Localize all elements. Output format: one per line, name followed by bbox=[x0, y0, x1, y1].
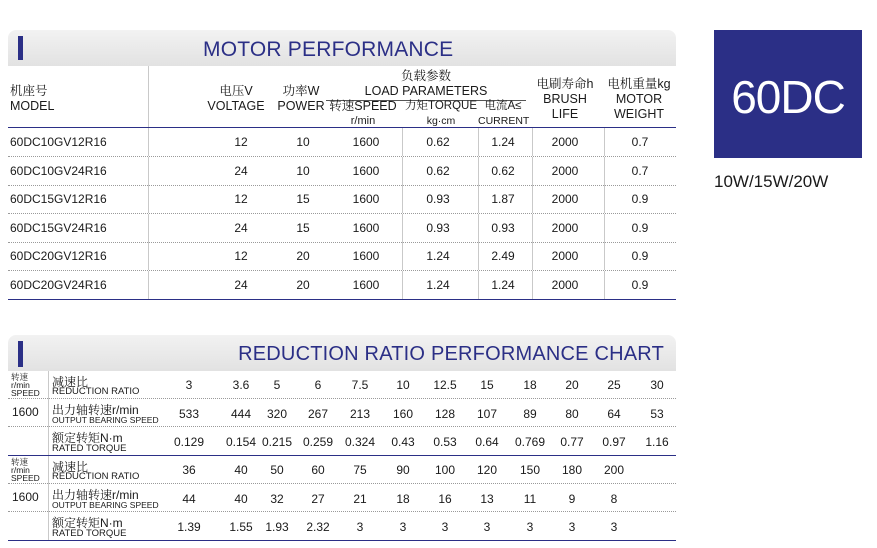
motor-performance-title: MOTOR PERFORMANCE bbox=[203, 38, 454, 61]
column-divider bbox=[148, 214, 149, 242]
label-divider bbox=[48, 371, 49, 455]
weight-header-zh: 电机重量kg bbox=[607, 77, 671, 91]
column-divider bbox=[148, 242, 149, 270]
motor-table-row bbox=[8, 157, 676, 186]
output-speed-value: 27 bbox=[311, 492, 325, 506]
load-parameters-header bbox=[326, 69, 526, 101]
ratio-value: 6 bbox=[314, 378, 322, 392]
column-divider bbox=[148, 271, 149, 299]
cell-torque: 0.62 bbox=[426, 135, 450, 149]
ratio-label-zh: 减速比 bbox=[52, 375, 89, 389]
ratio-value: 18 bbox=[523, 378, 537, 392]
column-divider bbox=[402, 185, 403, 213]
column-divider bbox=[148, 185, 149, 213]
cell-speed: 1600 bbox=[352, 277, 380, 292]
output-speed-value: 13 bbox=[480, 492, 494, 506]
output-speed-value: 267 bbox=[307, 407, 329, 421]
speed-header-zh: 转速SPEED bbox=[329, 99, 397, 113]
cell-model: 60DC20GV12R16 bbox=[10, 249, 107, 263]
motor-performance-table bbox=[8, 66, 676, 298]
column-divider bbox=[604, 128, 605, 156]
ratio-value: 200 bbox=[603, 463, 625, 477]
torque-value: 0.324 bbox=[344, 435, 376, 449]
ratio-value: 7.5 bbox=[351, 378, 369, 392]
cell-torque: 0.93 bbox=[426, 220, 450, 235]
speed-header-unit: r/min bbox=[350, 115, 376, 127]
output-speed-value: 16 bbox=[438, 492, 452, 506]
brush-header-en1: BRUSH bbox=[543, 92, 587, 106]
output-speed-label-en: OUTPUT BEARING SPEED bbox=[52, 415, 159, 425]
section-accent-bar bbox=[18, 36, 23, 60]
ratio-value: 10 bbox=[396, 378, 410, 392]
output-speed-label-zh: 出力轴转速r/min bbox=[52, 403, 139, 417]
torque-value: 0.769 bbox=[514, 435, 546, 449]
row-divider bbox=[8, 483, 676, 484]
column-divider bbox=[532, 214, 533, 242]
torque-label-zh: 额定转矩N·m bbox=[52, 516, 123, 530]
ratio-value: 60 bbox=[311, 463, 325, 477]
voltage-header-zh: 电压V bbox=[219, 84, 253, 98]
torque-value: 3 bbox=[441, 520, 449, 534]
load-header-en: LOAD PARAMETERS bbox=[326, 84, 526, 101]
output-speed-value: 8 bbox=[610, 492, 618, 506]
cell-power: 20 bbox=[296, 277, 310, 292]
model-header-en: MODEL bbox=[10, 99, 55, 113]
column-divider bbox=[604, 271, 605, 299]
column-divider bbox=[402, 157, 403, 185]
column-divider bbox=[532, 185, 533, 213]
cell-power: 10 bbox=[296, 135, 310, 149]
cell-brush: 2000 bbox=[551, 220, 579, 235]
cell-torque: 1.24 bbox=[426, 277, 450, 292]
cell-brush: 2000 bbox=[551, 192, 579, 206]
power-header-en: POWER bbox=[277, 99, 325, 113]
output-speed-value: 444 bbox=[230, 407, 252, 421]
ratio-label-en: REDUCTION RATIO bbox=[52, 471, 140, 482]
column-divider bbox=[604, 214, 605, 242]
reduction-ratio-title: REDUCTION RATIO PERFORMANCE CHART bbox=[238, 343, 664, 365]
ratio-value: 15 bbox=[480, 378, 494, 392]
torque-value: 0.154 bbox=[225, 435, 257, 449]
torque-value: 0.215 bbox=[261, 435, 293, 449]
torque-header-unit: kg·cm bbox=[426, 115, 456, 127]
cell-current: 1.87 bbox=[491, 192, 515, 206]
column-divider bbox=[148, 157, 149, 185]
model-badge-label: 60DC bbox=[731, 71, 845, 123]
cell-voltage: 24 bbox=[234, 277, 248, 292]
torque-value: 2.32 bbox=[306, 520, 330, 534]
motor-table-row bbox=[8, 185, 676, 214]
ratio-value: 150 bbox=[519, 463, 541, 477]
power-header-zh: 功率W bbox=[282, 84, 320, 98]
block-divider bbox=[8, 540, 676, 541]
cell-current: 0.62 bbox=[491, 163, 515, 178]
cell-weight: 0.7 bbox=[631, 135, 649, 149]
cell-power: 15 bbox=[296, 192, 310, 206]
section-accent-bar bbox=[18, 341, 23, 367]
current-header bbox=[478, 99, 528, 129]
motor-table-row bbox=[8, 271, 676, 300]
output-speed-value: 40 bbox=[234, 492, 248, 506]
column-divider bbox=[604, 157, 605, 185]
column-divider bbox=[148, 128, 149, 156]
torque-value: 3 bbox=[568, 520, 576, 534]
current-header-en: CURRENT bbox=[478, 115, 530, 127]
output-speed-value: 53 bbox=[650, 407, 664, 421]
speed-label-unit: r/min bbox=[11, 465, 30, 475]
output-speed-value: 11 bbox=[523, 492, 537, 506]
ratio-value: 100 bbox=[434, 463, 456, 477]
cell-power: 10 bbox=[296, 163, 310, 178]
load-header-zh: 负载参数 bbox=[400, 69, 451, 83]
output-speed-label-zh: 出力轴转速r/min bbox=[52, 488, 139, 502]
ratio-value: 3.6 bbox=[232, 378, 250, 392]
column-divider bbox=[604, 242, 605, 270]
ratio-value: 12.5 bbox=[433, 378, 457, 392]
torque-value: 0.97 bbox=[602, 435, 626, 449]
cell-current: 0.93 bbox=[491, 220, 515, 235]
motor-weight-header bbox=[604, 77, 674, 122]
cell-power: 15 bbox=[296, 220, 310, 235]
reduction-ratio-header bbox=[8, 335, 676, 371]
cell-current: 1.24 bbox=[491, 277, 515, 292]
torque-value: 3 bbox=[526, 520, 534, 534]
cell-voltage: 12 bbox=[234, 249, 248, 263]
output-speed-value: 89 bbox=[523, 407, 537, 421]
torque-value: 0.259 bbox=[302, 435, 334, 449]
cell-speed: 1600 bbox=[352, 135, 380, 149]
column-divider bbox=[532, 157, 533, 185]
cell-brush: 2000 bbox=[551, 249, 579, 263]
torque-value: 0.129 bbox=[173, 435, 205, 449]
column-divider bbox=[402, 271, 403, 299]
torque-value: 1.93 bbox=[265, 520, 289, 534]
ratio-value: 30 bbox=[650, 378, 664, 392]
cell-power: 20 bbox=[296, 249, 310, 263]
cell-torque: 0.93 bbox=[426, 192, 450, 206]
speed-label-en: SPEED bbox=[11, 388, 40, 398]
reduction-ratio-table bbox=[8, 371, 676, 543]
cell-model: 60DC10GV12R16 bbox=[10, 135, 107, 149]
power-range-label: 10W/15W/20W bbox=[714, 172, 829, 191]
cell-brush: 2000 bbox=[551, 277, 579, 292]
brush-header-zh: 电刷寿命h bbox=[536, 77, 594, 91]
cell-model: 60DC15GV24R16 bbox=[10, 220, 107, 235]
cell-weight: 0.9 bbox=[631, 192, 649, 206]
cell-model: 60DC20GV24R16 bbox=[10, 277, 107, 292]
output-speed-value: 44 bbox=[182, 492, 196, 506]
ratio-value: 25 bbox=[607, 378, 621, 392]
brush-life-header bbox=[532, 77, 598, 122]
cell-voltage: 24 bbox=[234, 220, 248, 235]
output-speed-value: 21 bbox=[353, 492, 367, 506]
cell-speed: 1600 bbox=[352, 163, 380, 178]
brush-header-en2: LIFE bbox=[551, 107, 579, 121]
column-divider bbox=[532, 128, 533, 156]
cell-model: 60DC15GV12R16 bbox=[10, 192, 107, 206]
ratio-value: 75 bbox=[353, 463, 367, 477]
column-divider bbox=[402, 214, 403, 242]
torque-label-en: RATED TORQUE bbox=[52, 528, 127, 539]
torque-value: 0.64 bbox=[475, 435, 499, 449]
ratio-label-en: REDUCTION RATIO bbox=[52, 386, 140, 397]
torque-label-en: RATED TORQUE bbox=[52, 443, 127, 454]
cell-speed: 1600 bbox=[352, 249, 380, 263]
cell-speed: 1600 bbox=[352, 220, 380, 235]
cell-voltage: 12 bbox=[234, 192, 248, 206]
ratio-value: 120 bbox=[476, 463, 498, 477]
column-divider bbox=[604, 185, 605, 213]
cell-brush: 2000 bbox=[551, 135, 579, 149]
cell-weight: 0.9 bbox=[631, 220, 649, 235]
speed-label-en: SPEED bbox=[11, 473, 40, 483]
motor-table-row bbox=[8, 128, 676, 157]
cell-current: 2.49 bbox=[491, 249, 515, 263]
cell-current: 1.24 bbox=[491, 135, 515, 149]
voltage-header-en: VOLTAGE bbox=[207, 99, 265, 113]
cell-weight: 0.7 bbox=[631, 163, 649, 178]
ratio-value: 180 bbox=[561, 463, 583, 477]
ratio-label-zh: 减速比 bbox=[52, 460, 89, 474]
cell-voltage: 12 bbox=[234, 135, 248, 149]
output-speed-value: 80 bbox=[565, 407, 579, 421]
torque-value: 1.55 bbox=[229, 520, 253, 534]
torque-value: 3 bbox=[356, 520, 364, 534]
torque-value: 0.77 bbox=[560, 435, 584, 449]
column-divider bbox=[402, 242, 403, 270]
torque-label-zh: 额定转矩N·m bbox=[52, 431, 123, 445]
row-divider bbox=[8, 398, 676, 399]
weight-header-en2: WEIGHT bbox=[614, 107, 664, 121]
voltage-header bbox=[204, 84, 268, 114]
output-speed-value: 18 bbox=[396, 492, 410, 506]
speed-header bbox=[326, 99, 400, 129]
motor-table-row bbox=[8, 242, 676, 271]
model-badge bbox=[714, 30, 862, 158]
current-header-zh: 电流A≤ bbox=[484, 100, 522, 112]
cell-weight: 0.9 bbox=[631, 249, 649, 263]
output-speed-value: 32 bbox=[270, 492, 284, 506]
speed-label-unit: r/min bbox=[11, 380, 30, 390]
torque-value: 3 bbox=[399, 520, 407, 534]
column-divider bbox=[402, 128, 403, 156]
speed-label-zh: 转速 bbox=[11, 457, 29, 467]
ratio-value: 20 bbox=[565, 378, 579, 392]
ratio-value: 40 bbox=[234, 463, 248, 477]
output-speed-value: 128 bbox=[434, 407, 456, 421]
cell-model: 60DC10GV24R16 bbox=[10, 163, 107, 178]
block-divider bbox=[8, 455, 676, 456]
column-divider bbox=[148, 66, 149, 127]
cell-speed: 1600 bbox=[352, 192, 380, 206]
torque-value: 1.39 bbox=[177, 520, 201, 534]
speed-label-zh: 转速 bbox=[11, 372, 29, 382]
speed-value: 1600 bbox=[12, 405, 39, 419]
ratio-value: 90 bbox=[396, 463, 410, 477]
torque-value: 0.53 bbox=[433, 435, 457, 449]
column-divider bbox=[532, 271, 533, 299]
ratio-value: 5 bbox=[273, 378, 281, 392]
output-speed-value: 533 bbox=[178, 407, 200, 421]
cell-brush: 2000 bbox=[551, 163, 579, 178]
torque-value: 3 bbox=[483, 520, 491, 534]
output-speed-value: 160 bbox=[392, 407, 414, 421]
torque-value: 0.43 bbox=[391, 435, 415, 449]
torque-header bbox=[402, 99, 480, 129]
model-header bbox=[10, 84, 54, 114]
torque-value: 1.16 bbox=[645, 435, 669, 449]
cell-weight: 0.9 bbox=[631, 277, 649, 292]
output-speed-label-en: OUTPUT BEARING SPEED bbox=[52, 500, 159, 510]
output-speed-value: 9 bbox=[568, 492, 576, 506]
cell-voltage: 24 bbox=[234, 163, 248, 178]
output-speed-value: 213 bbox=[349, 407, 371, 421]
cell-torque: 0.62 bbox=[426, 163, 450, 178]
speed-value: 1600 bbox=[12, 490, 39, 504]
cell-torque: 1.24 bbox=[426, 249, 450, 263]
ratio-value: 50 bbox=[270, 463, 284, 477]
output-speed-value: 320 bbox=[266, 407, 288, 421]
torque-header-zh: 力矩TORQUE bbox=[405, 100, 477, 112]
model-header-zh: 机座号 bbox=[10, 84, 48, 98]
torque-value: 3 bbox=[610, 520, 618, 534]
output-speed-value: 64 bbox=[607, 407, 621, 421]
row-divider bbox=[8, 511, 676, 512]
power-header bbox=[272, 84, 330, 114]
motor-performance-header bbox=[8, 30, 676, 66]
weight-header-en1: MOTOR bbox=[615, 92, 663, 106]
label-divider bbox=[48, 456, 49, 540]
motor-table-header bbox=[8, 66, 676, 128]
motor-table-row bbox=[8, 214, 676, 243]
column-divider bbox=[532, 242, 533, 270]
ratio-value: 3 bbox=[185, 378, 193, 392]
row-divider bbox=[8, 426, 676, 427]
output-speed-value: 107 bbox=[476, 407, 498, 421]
ratio-value: 36 bbox=[182, 463, 196, 477]
